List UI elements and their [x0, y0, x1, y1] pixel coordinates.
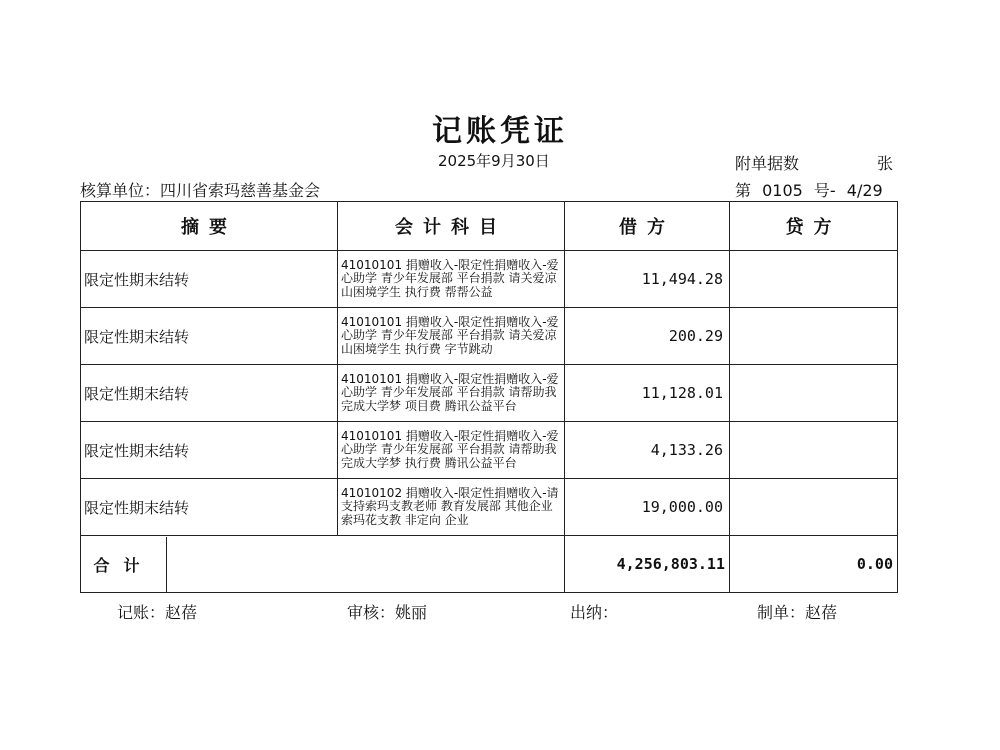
table-row	[81, 479, 898, 536]
header-credit: 贷方	[730, 202, 898, 251]
row-account: 41010102 捐赠收入-限定性捐赠收入-请支持索玛支教老师 教育发展部 其他企业 索玛花支教 非定向 企业	[338, 479, 565, 536]
voucher-number	[735, 178, 889, 201]
row-debit: 11,128.01	[565, 365, 730, 422]
row-debit: 11,494.28	[565, 251, 730, 308]
preparer: 制单：赵蓓	[757, 603, 838, 622]
row-credit	[730, 308, 898, 365]
voucher-separator: 号-	[813, 181, 836, 200]
attachment-count-label: 附单据数	[735, 154, 800, 173]
voucher-number-value: 0105	[762, 181, 803, 200]
bookkeeper: 记账：赵蓓	[117, 603, 198, 622]
voucher-prefix: 第	[735, 181, 752, 200]
total-debit: 4,256,803.11	[565, 536, 730, 593]
total-blank	[167, 537, 564, 592]
table-row	[81, 251, 898, 308]
header-row	[81, 202, 898, 251]
row-summary: 限定性期末结转	[81, 422, 338, 479]
voucher-title: 记账凭证	[432, 114, 568, 149]
header-account: 会计科目	[338, 202, 565, 251]
row-summary: 限定性期末结转	[81, 308, 338, 365]
voucher-date: 2025年9月30日	[438, 152, 550, 170]
reviewer: 审核：姚丽	[347, 603, 428, 622]
row-summary: 限定性期末结转	[81, 251, 338, 308]
row-account: 41010101 捐赠收入-限定性捐赠收入-爱心助学 青少年发展部 平台捐款 请帮助我完成大学梦 执行费 腾讯公益平台	[338, 422, 565, 479]
row-credit	[730, 251, 898, 308]
accounting-unit	[80, 178, 320, 201]
total-label: 合计	[81, 537, 167, 592]
header-debit: 借方	[565, 202, 730, 251]
total-credit: 0.00	[730, 536, 898, 593]
row-summary: 限定性期末结转	[81, 479, 338, 536]
row-credit	[730, 422, 898, 479]
accounting-unit-label: 核算单位：	[80, 181, 161, 200]
row-account: 41010101 捐赠收入-限定性捐赠收入-爱心助学 青少年发展部 平台捐款 请关爱凉山困境学生 执行费 帮帮公益	[338, 251, 565, 308]
table-row	[81, 422, 898, 479]
row-debit: 200.29	[565, 308, 730, 365]
total-row	[81, 536, 898, 593]
accounting-unit-name: 四川省索玛慈善基金会	[160, 181, 321, 200]
row-summary: 限定性期末结转	[81, 365, 338, 422]
row-account: 41010101 捐赠收入-限定性捐赠收入-爱心助学 青少年发展部 平台捐款 请关爱凉山困境学生 执行费 字节跳动	[338, 308, 565, 365]
cashier: 出纳：	[570, 603, 619, 622]
row-debit: 4,133.26	[565, 422, 730, 479]
row-account: 41010101 捐赠收入-限定性捐赠收入-爱心助学 青少年发展部 平台捐款 请帮助我完成大学梦 项目费 腾讯公益平台	[338, 365, 565, 422]
row-debit: 19,000.00	[565, 479, 730, 536]
voucher-page: 4/29	[846, 181, 883, 200]
header-summary: 摘要	[81, 202, 338, 251]
table-row	[81, 365, 898, 422]
row-credit	[730, 479, 898, 536]
attachment-unit: 张	[877, 154, 894, 173]
total-label-cell	[81, 536, 565, 593]
table-row	[81, 308, 898, 365]
voucher-table	[80, 201, 898, 593]
row-credit	[730, 365, 898, 422]
